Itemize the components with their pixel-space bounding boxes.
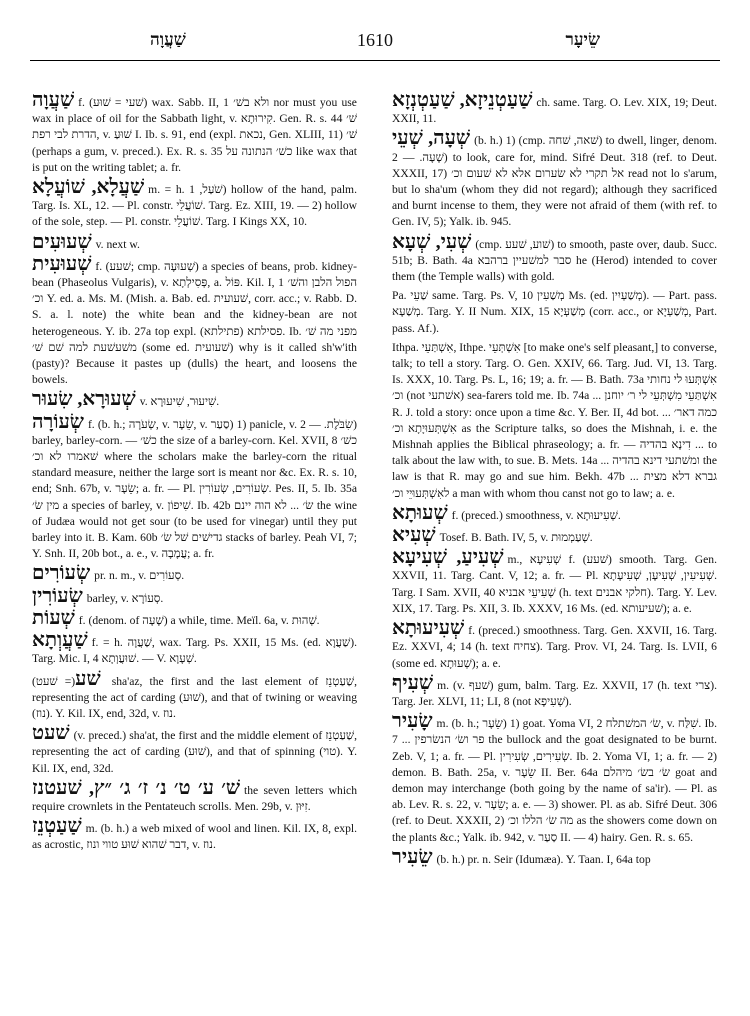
entry-headword: שַׁעַטְנֵיזָא, שַׁעַטְנְזָא <box>392 89 533 111</box>
dictionary-entry <box>392 230 717 286</box>
entry-headword: שֵׂעִיר <box>392 845 433 868</box>
entry-definition: f. (denom. of שָׁעָה) a while, time. Meïl. 6a, v. שְׁהוּת. <box>78 613 320 627</box>
entry-definition: f. = h. שַׁעֲוָה, wax. Targ. Ps. XXII, 15 Ms. (ed. שַׁעֲוָא). Targ. Mic. I, 4 שׁוּעֲוְתָא. — V. שְׁעָוָא. <box>32 636 357 666</box>
dictionary-entry <box>392 546 718 617</box>
entry-definition: the seven letters which require crownlets in the Pentateuch scrolls. Men. 29b, v. זִיּוּן. <box>32 783 357 813</box>
dictionary-entry <box>392 501 717 524</box>
dictionary-entry <box>392 127 717 230</box>
page-header <box>30 26 720 61</box>
dictionary-entry <box>392 617 717 672</box>
dictionary-entry <box>32 584 357 607</box>
dictionary-entry <box>32 629 357 667</box>
entry-definition: Ithpa. אִשְׁתַּעֵי, Ithpe. אִשְׁתְּעֵי [to make one's self pleasant,] to converse, talk; to tell a story. Targ. O. Gen. XXIV, 66. Targ. Jud. VI, 13. Targ. Is. XXX, 10. Targ. Ps. L, 16; 19; a. fr. — B. Bath. 73a אִשְׁתְּעוּ לי נחותי וכ׳ (not אשׁתעי) sea-farers told me. Ib. 74a ... אִשְׁתַּעֵי מִשְׁתְּעֵי לי ר׳ יוחנן R. J. told a story: once upon a time &c. Y. Ber. II, 4d bot. כמה דאר׳ ... אִשְׁתְּעוּיָתָא וכ׳ as the Scripture talks, so does the Mishnah, i. e. the Mishnah applies the Biblical phraseology; a. fr. — דִינָא בהדיה ... to talk about the law with, to sue. B. Mets. 14a ... ומשׁתעי דינא בהדיה the law is that R. may go and sue him. Bekh. 47b ... גברא דלא מצית לאִשְׁתְּעוּיֵי וכ׳ a man with whom thou canst not go to law; a. e. <box>392 340 718 500</box>
entry-definition: pr. n. m., v. סְעוֹרִים. <box>94 569 185 583</box>
dictionary-entry <box>392 288 717 337</box>
dictionary-entry <box>392 671 717 710</box>
dictionary-entry <box>32 722 357 777</box>
dictionary-entry <box>392 710 718 846</box>
entry-headword: שׁע <box>75 667 101 690</box>
entry-headword: שְׁעוּרָא, שִׂעוּר <box>32 388 136 411</box>
entry-definition: m. (b. h.; שֵׂעָר) 1) goat. Yoma VI, 2 שׂ׳ המשׁתלח, v. שִׁלַּח. Ib. 7 ... פר ושׂ׳ הנשׂרפין the bullock and the goat designated to be burnt. Zeb. V, 1; a. fr. — Pl. שְׂעִירִים, שְׂעִירִין. Ib. 2. Yoma VI, 1; a. fr. — 2) demon. B. Bath. 25a, v. שֵׂעָר II. Ber. 64a שׂ׳ בשׂ׳ מיהלם goat and demon may interchange (both going by the name of sa'ir). — Pl. as ab. Lev. R. s. 22, v. שֵׂעָר; a. e. — 3) shower. Pl. as ab. Sifré Deut. 306 (ref. to Deut. XXXII, 2) מה שׂ׳ הללו וכ׳ as the showers come down on the plants &c.; Yalk. ib. 942, v. סַעַר II. — 4) hairy. Gen. R. s. 65. <box>392 717 718 844</box>
entry-headword: שַׁעֲוְתָא <box>32 629 88 652</box>
entry-headword: שָׂעִיר <box>392 710 433 733</box>
dictionary-entry <box>32 89 358 176</box>
entry-definition: f. (b. h.; שְׂעֹרָה, v. שֵׂעָר, v. סַעַר) 1) panicle, v. שִׂבֹּלֶת. — 2) barley, barley-corn. — כשׁ׳ the size of a barley-corn. Kel. XVII, 8 כשׁ׳ שׁאמרו לא וכ׳ where the scholars make the barley-corn the ritual standard measure, neither the large sort is meant nor &c. Ex. R. s. 10, end; Snh. 67b, v. שֵׂעָר; a. fr. — Pl. שְׂעוֹרִים, שְׂעוֹרִין. Pes. II, 5. Ib. 35a מין שׂ׳ a species of barley, v. שִׁיפוֹן. Ib. 42b שׂ׳ ... לא הוה יינם the wine of Judæa would not get sour (to be used for vinegar) until they put barley into it. B. Kam. 60b גדישׁים שׁל שׂ׳ stacks of barley. Peah VI, 7; Y. Snh. II, 20b bot., a. e., v. עֲמָבָה; a. fr. <box>32 417 358 561</box>
entry-headword: שְׁעוּעִים <box>32 230 92 253</box>
entry-definition: (= שׁעט) sha'az, the first and the last element of שַׁעַטְנֵז, representing the act of carding (שׁוּע), and that of twining or weaving (נוז). Y. Kil. IX, end, 32d, v. נוז. <box>32 674 357 720</box>
entry-definition: ch. same. Targ. O. Lev. XIX, 19; Deut. XXII, 11. <box>392 96 717 126</box>
dictionary-entry <box>32 230 357 253</box>
entry-headword: שְׁעִי, שְׁעָא <box>392 230 472 253</box>
entry-definition: Tosef. B. Bath. IV, 5, v. שְׁעַמְמוּת. <box>439 531 593 545</box>
entry-headword: שַׁעַטְנֵז <box>32 815 82 838</box>
dictionary-entry <box>32 667 357 723</box>
dictionary-entry <box>32 252 358 389</box>
dictionary-entry <box>32 776 357 815</box>
dictionary-entry <box>32 606 357 629</box>
entry-headword: שַׁעֲוָה <box>32 89 75 111</box>
entry-definition: (b. h.) 1) (cmp. שׁאה, שׁחה) to dwell, linger, denom. שָׁעָה. — 2) to look, care for, mind. Sifré Deut. 318 (ref. to Deut. XXXII, 17) אל תקרי לא שׂערום אלא לא שׁעום וכ׳ read not lo s'arum, but lo sha'um (whom they did not regard); although they sacrificed and burnt incense to them, they were not afraid of them (with ref. to Gen. IV, 5); Yalk. ib. 945. <box>392 134 717 229</box>
dictionary-entry <box>392 89 717 127</box>
left-column <box>32 89 358 857</box>
entry-headword: שְׁעוֹת <box>32 606 75 629</box>
entry-definition: m. (b. h.) a web mixed of wool and linen. Kil. IX, 8, expl. as acrostic, דבר שׁהוא שׁוּע טווי ונוז, v. נוז. <box>32 822 357 852</box>
entry-headword: שְׁעִיף <box>392 671 434 694</box>
entry-definition: v. שִׁיעוּר, שִׁיעוּרָא. <box>139 395 220 409</box>
entry-headword: שׁעט <box>32 722 70 745</box>
entry-definition: m., שְׁעִיעָא f. (שׁעע) smooth. Targ. Gen. XXVII, 11. Targ. Cant. V, 12; a. fr. — Pl. שְׁעִיעִין, שְׁעִיעָן, שְׁעִיעָתָא. Targ. I Sam. XVII, 40 שְׁעִיעֵי אבניא (h. text חלקי אבנים). Targ. Y. Lev. XIX, 17. Targ. Ps. XII, 3. Ib. XXXV, 16 Ms. (ed. שׁעיעותא); a. e. <box>392 553 718 615</box>
entry-definition: f. (שׁעי = שׁוּע) wax. Sabb. II, 1 ולא בשׁ׳ nor must you use wax in place of oil for the Sabbath light, v. קִירוּתָא. Gen. R. s. 44 שׁ׳ הדרת לבי רפת, v. שׁוּעַ I. Ib. s. 91, end (expl. נכאת, Gen. XLIII, 11) שׁ׳ (perhaps a gum, v. preced.). Ex. R. s. 35 כשׁ׳ הנתונה על like wax that is put on the writing tablet; a. fr. <box>32 96 358 174</box>
entry-headword: שׁ׳ ע׳ ט׳ נ׳ ז׳ ג׳ ״ץ, שׁעטנז <box>32 776 241 799</box>
running-head-left: שַׁעֲוָה <box>150 30 186 49</box>
entry-headword: שְׁעָה, שְׁעֵי <box>392 127 471 150</box>
entry-headword: שַׁעֲלָא, שׁוֹעֲלָא <box>32 176 145 199</box>
dictionary-entry <box>392 845 717 868</box>
dictionary-entry <box>392 524 717 547</box>
entry-headword: שְׁעוּעִית <box>32 252 92 275</box>
dictionary-entry <box>32 562 357 585</box>
entry-headword: שְׁעִיעוּתָא <box>392 617 465 640</box>
entry-definition: v. next w. <box>95 237 140 251</box>
entry-definition: barley, v. סְעוֹרָא. <box>86 591 164 605</box>
dictionary-entry <box>32 388 357 411</box>
entry-headword: שְׂעוֹרִים <box>32 562 91 585</box>
right-column <box>392 89 718 871</box>
entry-definition: (cmp. שׁוע, שׁעע) to smooth, paste over, daub. Succ. 51b; B. Bath. 4a סבר למשׁעיין ברהבא he (Herod) intended to cover them (the Temple walls) with gold. <box>392 237 717 284</box>
entry-definition: f. (preced.) smoothness. Targ. Gen. XXVII, 16. Targ. Ez. XXVI, 4; 14 (h. text צחיח). Targ. Prov. VI, 24. Targ. Is. LVII, 6 (some ed. שְׁעוּתָא); a. e. <box>392 624 717 670</box>
entry-definition: f. (preced.) smoothness, v. שְׁעִיעוּתָא. <box>451 508 621 522</box>
entry-headword: שְׂעוֹרִין <box>32 584 83 607</box>
entry-headword: שְׁעִיעַ, שְׁעִיעָא <box>392 546 504 569</box>
dictionary-entry <box>32 410 358 563</box>
entry-definition: Pa. שַׁעֵי same. Targ. Ps. V, 10 מְשַׁעִין Ms. (ed. מְשַׁעְיִין). — Part. pass. מְשַׁעָא. Targ. Y. II Num. XIX, 15 מְשַׁעְּיָא (corr. acc., or מְשַׁעְיָא, Part. pass. Af.). <box>392 289 717 335</box>
dictionary-entry <box>392 340 717 502</box>
dictionary-entry <box>32 176 357 231</box>
entry-definition: m. (v. שׁעף) gum, balm. Targ. Ez. XXVII, 17 (h. text צרי). Targ. Jer. XLVI, 11; LI, 8 (not שְׁעִיפָא). <box>392 678 717 708</box>
page-number: 1610 <box>357 30 393 50</box>
running-head-right: שֵׂיעָר <box>565 30 600 49</box>
entry-headword: שְׁעִיא <box>392 524 436 547</box>
entry-definition: f. (שׁעע; cmp. שְׁעוּעָה) a species of beans, prob. kidney-bean (Phaseolus Vulgaris), v. פְּסִילְתָא, a. פּוֹל. Kil. I, 1 הפול הלבן והשׁ׳ וכ׳ Y. ed. a. Ms. M. (Mish. a. Bab. ed. שׁעועית, corr. acc.; v. Rabb. D. S. a. l. note) the white bean and the kidney-bean are not heterogeneous. Y. ib. 27a top expl. פסילתא (פתילתא). Ib. מפני מה שׁ׳ משׁעשׁעת למה שׁם שׁ׳ (some ed. שׁעועית) why is it called sh'w'ith (pasty)? Because it pastes up (dulls) the heart, and loosens the bowels. <box>32 259 358 387</box>
entry-headword: שְׁעוּתָא <box>392 501 448 524</box>
entry-definition: m. = h. שֹׁעַל, 1) hollow of the hand, palm. Targ. Is. XL, 12. — Pl. constr. שׁוֹעֲלֵי. Targ. Ez. XIII, 19. — 2) hollow of the sole, step. — Pl. constr. שׁוֹעֲלֵי. Targ. I Kings XX, 10. <box>32 183 357 229</box>
dictionary-entry <box>32 815 357 853</box>
entry-definition: (b. h.) pr. n. Seir (Idumæa). Y. Taan. I, 64a top <box>436 852 651 866</box>
entry-headword: שְׂעוֹרָה <box>32 410 84 433</box>
entry-definition: (v. preced.) sha'at, the first and the middle element of שַׁעַטְנֵז, representing the act of carding (שׁוּע), and that of spinning (טוי). Y. Kil. IX, end, 32d. <box>32 729 357 775</box>
